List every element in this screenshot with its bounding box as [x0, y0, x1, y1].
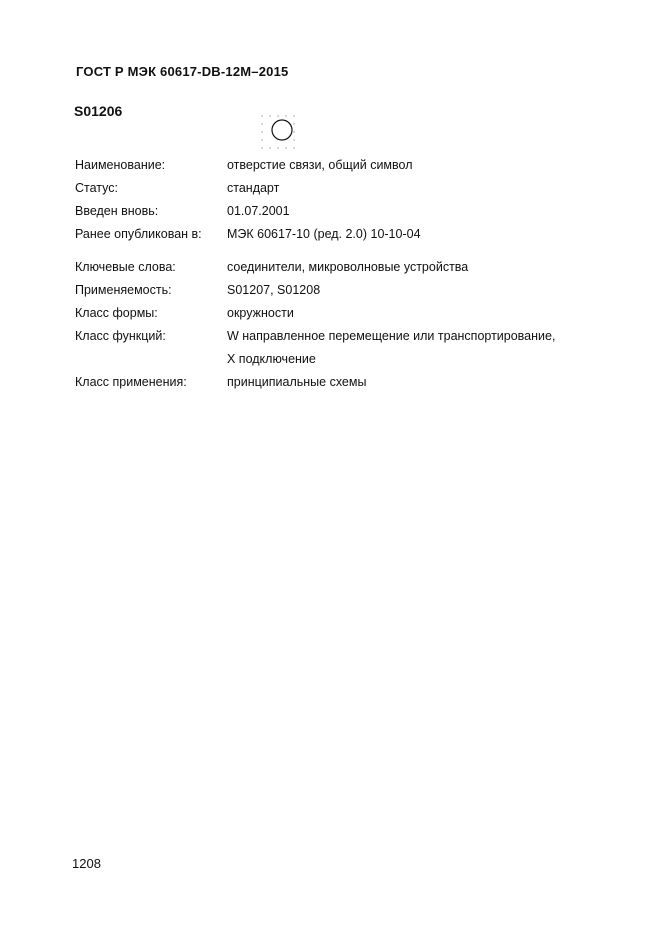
- property-label: Введен вновь:: [75, 204, 159, 218]
- property-label: Ключевые слова:: [75, 260, 176, 274]
- property-value: 01.07.2001: [227, 204, 290, 218]
- property-label: Класс применения:: [75, 375, 187, 389]
- property-row-status: [75, 177, 615, 200]
- property-value: соединители, микроволновые устройства: [227, 260, 469, 274]
- property-value: принципиальные схемы: [227, 375, 367, 389]
- property-row-shape-class: [75, 302, 615, 325]
- property-row-keywords: [75, 256, 615, 279]
- property-row-published: [75, 223, 615, 246]
- document-header-title: ГОСТ Р МЭК 60617-DB-12M–2015: [76, 64, 289, 79]
- property-value: X подключение: [227, 352, 316, 366]
- symbol-code: S01206: [74, 103, 123, 119]
- property-label: Ранее опубликован в:: [75, 227, 202, 241]
- page-number: 1208: [72, 856, 101, 871]
- property-row-introduced: [75, 200, 615, 223]
- property-value: окружности: [227, 306, 294, 320]
- properties-table: [75, 154, 615, 394]
- symbol-svg: [258, 112, 298, 152]
- property-row-applicability: [75, 279, 615, 302]
- property-label: [75, 348, 227, 371]
- property-label: Применяемость:: [75, 283, 172, 297]
- property-label: Класс функций:: [75, 329, 166, 343]
- property-value: W направленное перемещение или транспортирование,: [227, 329, 556, 343]
- property-value: отверстие связи, общий символ: [227, 158, 413, 172]
- section-gap: [75, 246, 615, 256]
- property-value: МЭК 60617-10 (ред. 2.0) 10-10-04: [227, 227, 421, 241]
- property-label: Статус:: [75, 181, 118, 195]
- property-label: Класс формы:: [75, 306, 158, 320]
- property-row-function-class: [75, 325, 615, 348]
- property-label: Наименование:: [75, 158, 166, 172]
- property-value: стандарт: [227, 181, 280, 195]
- property-row-name: [75, 154, 615, 177]
- property-value: S01207, S01208: [227, 283, 321, 297]
- port-circle: [272, 120, 292, 140]
- property-row-function-class-cont: [75, 348, 615, 371]
- property-row-application-class: [75, 371, 615, 394]
- circle-port-symbol-icon: [258, 112, 298, 152]
